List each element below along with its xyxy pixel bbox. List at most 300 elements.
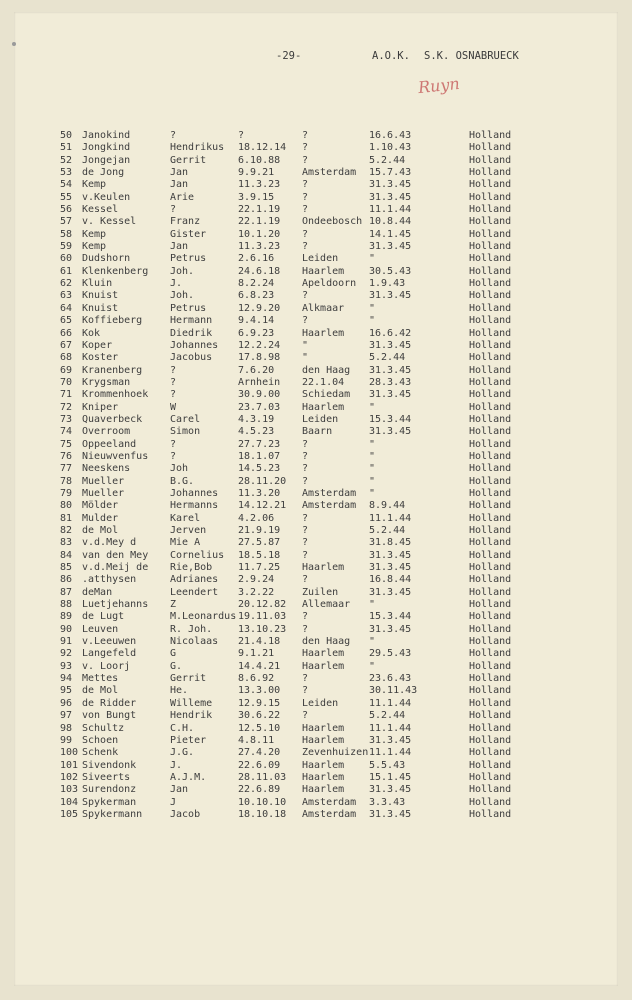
header-camp: S.K. OSNABRUECK [424,50,519,62]
birth-place: Haarlem [302,327,345,339]
nationality: Holland [469,710,512,722]
nationality: Holland [469,290,512,302]
surname: Mueller [82,475,125,487]
given-name: G. [170,660,183,672]
date: 16.6.42 [369,327,412,339]
birth-place: ? [302,525,309,536]
date: 15.7.43 [369,167,412,179]
birth-place: Haarlem [302,660,345,672]
given-name: Jacob [170,808,201,820]
list-row [0,784,632,796]
entry-number: 91 [60,636,73,648]
surname: Sivendonk [82,759,137,771]
given-name: Hendrikus [170,142,225,154]
surname: Schenk [82,747,119,759]
entry-number: 64 [60,302,73,314]
entry-number: 69 [60,364,73,376]
surname: v.Keulen [82,191,131,203]
given-name: G [170,648,177,660]
nationality: Holland [469,648,512,660]
birth-place: Apeldoorn [302,278,357,290]
birth-place: Amsterdam [302,167,357,179]
birth-place: den Haag [302,636,351,648]
date: 31.3.45 [369,426,412,438]
surname: Klenkenberg [82,265,149,277]
birth-place: den Haag [302,364,351,376]
birth-date: 18.1.07 [238,450,281,462]
birth-date: ? [238,130,245,141]
nationality: Holland [469,599,512,611]
given-name: Petrus [170,253,207,265]
date: " [369,302,376,314]
nationality: Holland [469,660,512,672]
list-row [0,599,632,611]
list-row [0,389,632,401]
given-name: Hermann [170,315,213,327]
list-row [0,241,632,253]
given-name: Diedrik [170,327,213,339]
birth-date: 2.9.24 [238,574,275,586]
date: " [369,401,376,413]
nationality: Holland [469,685,512,697]
date: 11.1.44 [369,747,412,759]
birth-place: " [302,339,309,351]
nationality: Holland [469,228,512,240]
surname: Kniper [82,401,119,413]
birth-date: 12.9.15 [238,697,281,709]
list-row [0,636,632,648]
entry-number: 92 [60,648,73,660]
nationality: Holland [469,352,512,364]
surname: Janokind [82,130,131,141]
surname: Mueller [82,487,125,499]
nationality: Holland [469,722,512,734]
entry-number: 94 [60,673,73,685]
birth-date: 4.5.23 [238,426,275,438]
surname: Spykerman [82,796,137,808]
entry-number: 84 [60,549,73,561]
list-row [0,463,632,475]
entry-number: 83 [60,537,73,549]
entry-number: 72 [60,401,73,413]
birth-date: 12.2.24 [238,339,281,351]
surname: Langefeld [82,648,137,660]
list-row [0,179,632,191]
list-row [0,735,632,747]
birth-place: ? [302,537,309,549]
nationality: Holland [469,142,512,154]
given-name: Franz [170,216,201,228]
given-name: Adrianes [170,574,219,586]
date: 1.10.43 [369,142,412,154]
entry-number: 101 [60,759,79,771]
list-row [0,253,632,265]
given-name: A.J.M. [170,771,207,783]
surname: Knuist [82,290,119,302]
nationality: Holland [469,808,512,820]
list-row [0,340,632,352]
nationality: Holland [469,389,512,401]
list-row [0,562,632,574]
entry-number: 63 [60,290,73,302]
list-row [0,537,632,549]
birth-date: 3.9.15 [238,191,275,203]
nationality: Holland [469,216,512,228]
surname: de Mol [82,525,119,536]
birth-place: Ondeebosch [302,216,363,228]
birth-date: 3.2.22 [238,586,275,598]
given-name: Z [170,599,177,611]
given-name: Johannes [170,487,219,499]
nationality: Holland [469,426,512,438]
date: 30.11.43 [369,685,418,697]
birth-date: 2.6.16 [238,253,275,265]
given-name: ? [170,438,177,450]
entry-number: 104 [60,796,79,808]
entry-number: 55 [60,191,73,203]
nationality: Holland [469,154,512,166]
entry-number: 80 [60,500,73,512]
date: " [369,599,376,611]
list-row [0,747,632,759]
given-name: Jacobus [170,352,213,364]
birth-date: 7.6.20 [238,364,275,376]
list-row [0,710,632,722]
birth-place: ? [302,228,309,240]
nationality: Holland [469,586,512,598]
given-name: Petrus [170,302,207,314]
birth-place: Leiden [302,697,339,709]
given-name: Johannes [170,339,219,351]
nationality: Holland [469,673,512,685]
birth-date: 12.5.10 [238,722,281,734]
entry-number: 79 [60,487,73,499]
entry-number: 90 [60,623,73,635]
nationality: Holland [469,771,512,783]
list-row [0,476,632,488]
entry-number: 54 [60,179,73,191]
entry-number: 68 [60,352,73,364]
date: 31.3.45 [369,339,412,351]
nationality: Holland [469,315,512,327]
given-name: Joh. [170,290,195,302]
date: 31.3.45 [369,586,412,598]
nationality: Holland [469,253,512,265]
birth-place: ? [302,179,309,191]
birth-date: 6.10.88 [238,154,281,166]
birth-date: 11.3.20 [238,487,281,499]
nationality: Holland [469,463,512,475]
given-name: Leendert [170,586,219,598]
list-row [0,352,632,364]
birth-place: Zuilen [302,586,339,598]
birth-place: ? [302,450,309,462]
birth-date: 28.11.03 [238,771,287,783]
given-name: ? [170,376,177,388]
date: 31.3.45 [369,241,412,253]
list-row [0,402,632,414]
list-row [0,500,632,512]
nationality: Holland [469,364,512,376]
birth-place: 22.1.04 [302,376,345,388]
nationality: Holland [469,500,512,512]
birth-date: 30.6.22 [238,710,281,722]
nationality: Holland [469,179,512,191]
entry-number: 61 [60,265,73,277]
birth-place: ? [302,463,309,475]
birth-place: Alkmaar [302,302,345,314]
surname: Quaverbeck [82,413,143,425]
nationality: Holland [469,401,512,413]
surname: de Mol [82,685,119,697]
surname: Dudshorn [82,253,131,265]
surname: deMan [82,586,113,598]
date: 15.3.44 [369,611,412,623]
nationality: Holland [469,191,512,203]
birth-date: 20.12.82 [238,599,287,611]
birth-place: ? [302,204,309,216]
birth-date: 9.1.21 [238,648,275,660]
nationality: Holland [469,562,512,574]
given-name: Carel [170,413,201,425]
birth-place: ? [302,241,309,253]
birth-date: 28.11.20 [238,475,287,487]
birth-date: 14.4.21 [238,660,281,672]
nationality: Holland [469,130,512,141]
birth-place: ? [302,673,309,685]
birth-date: 18.10.18 [238,808,287,820]
birth-place: Haarlem [302,562,345,574]
birth-date: 11.3.23 [238,241,281,253]
date: " [369,450,376,462]
given-name: Hendrik [170,710,213,722]
given-name: ? [170,130,177,141]
birth-date: 9.4.14 [238,315,275,327]
given-name: Cornelius [170,549,225,561]
surname: Koffieberg [82,315,143,327]
given-name: Joh [170,463,189,475]
date: 3.3.43 [369,796,406,808]
date: 5.2.44 [369,525,406,536]
birth-date: 18.5.18 [238,549,281,561]
date: 15.3.44 [369,413,412,425]
given-name: W [170,401,177,413]
birth-place: ? [302,438,309,450]
birth-place: ? [302,623,309,635]
given-name: Arie [170,191,195,203]
date: 30.5.43 [369,265,412,277]
entry-number: 100 [60,747,79,759]
date: 31.3.45 [369,784,412,796]
handwritten-annotation: Ruyn [417,73,461,98]
given-name: ? [170,204,177,216]
given-name: Jan [170,179,189,191]
birth-date: 22.1.19 [238,216,281,228]
surname: Siveerts [82,771,131,783]
nationality: Holland [469,167,512,179]
date: 16.8.44 [369,574,412,586]
nationality: Holland [469,278,512,290]
date: 31.3.45 [369,549,412,561]
birth-date: 19.11.03 [238,611,287,623]
entry-number: 50 [60,130,73,141]
nationality: Holland [469,697,512,709]
birth-date: 11.7.25 [238,562,281,574]
list-row [0,303,632,315]
date: 31.3.45 [369,290,412,302]
birth-place: ? [302,290,309,302]
given-name: Jan [170,167,189,179]
birth-place: Baarn [302,426,333,438]
birth-date: 12.9.20 [238,302,281,314]
surname: Kranenberg [82,364,143,376]
birth-date: 22.6.89 [238,784,281,796]
birth-place: Leiden [302,413,339,425]
surname: Kemp [82,179,107,191]
entry-number: 60 [60,253,73,265]
list-row [0,587,632,599]
birth-place: Haarlem [302,784,345,796]
birth-place: Allemaar [302,599,351,611]
given-name: ? [170,450,177,462]
nationality: Holland [469,759,512,771]
list-row [0,648,632,660]
nationality: Holland [469,339,512,351]
birth-date: 21.4.18 [238,636,281,648]
nationality: Holland [469,525,512,536]
entry-number: 95 [60,685,73,697]
given-name: Karel [170,512,201,524]
entry-number: 65 [60,315,73,327]
list-row [0,204,632,216]
surname: Mölder [82,500,119,512]
date: " [369,475,376,487]
surname: de Jong [82,167,125,179]
date: 31.3.45 [369,734,412,746]
entry-number: 56 [60,204,73,216]
given-name: J. [170,759,183,771]
surname: Kemp [82,228,107,240]
nationality: Holland [469,574,512,586]
date: " [369,438,376,450]
list-row [0,167,632,179]
list-row [0,315,632,327]
birth-date: 8.2.24 [238,278,275,290]
entry-number: 85 [60,562,73,574]
birth-date: 14.12.21 [238,500,287,512]
given-name: Gister [170,228,207,240]
birth-place: ? [302,549,309,561]
nationality: Holland [469,302,512,314]
given-name: C.H. [170,722,195,734]
date: 5.2.44 [369,352,406,364]
date: 10.8.44 [369,216,412,228]
birth-place: Zevenhuizen [302,747,369,759]
birth-date: 27.5.87 [238,537,281,549]
prisoner-list [0,130,632,821]
entry-number: 87 [60,586,73,598]
list-row [0,624,632,636]
list-row [0,550,632,562]
list-row [0,760,632,772]
list-row [0,513,632,525]
date: 23.6.43 [369,673,412,685]
birth-date: 22.6.09 [238,759,281,771]
list-row [0,216,632,228]
date: 31.3.45 [369,389,412,401]
list-row [0,698,632,710]
entry-number: 67 [60,339,73,351]
birth-place: Amsterdam [302,796,357,808]
entry-number: 70 [60,376,73,388]
entry-number: 96 [60,697,73,709]
nationality: Holland [469,623,512,635]
birth-date: 27.7.23 [238,438,281,450]
entry-number: 75 [60,438,73,450]
birth-date: 4.2.06 [238,512,275,524]
given-name: J [170,796,177,808]
birth-place: ? [302,574,309,586]
list-row [0,192,632,204]
list-row [0,574,632,586]
surname: van den Mey [82,549,149,561]
date: 31.3.45 [369,191,412,203]
surname: Mettes [82,673,119,685]
given-name: ? [170,389,177,401]
birth-place: Haarlem [302,759,345,771]
list-row [0,328,632,340]
nationality: Holland [469,636,512,648]
entry-number: 66 [60,327,73,339]
entry-number: 99 [60,734,73,746]
surname: v. Loorj [82,660,131,672]
given-name: Mie A [170,537,201,549]
nationality: Holland [469,734,512,746]
birth-place: ? [302,710,309,722]
page-number: -29- [276,50,302,62]
entry-number: 57 [60,216,73,228]
given-name: R. Joh. [170,623,213,635]
date: 29.5.43 [369,648,412,660]
birth-date: 6.9.23 [238,327,275,339]
surname: Overroom [82,426,131,438]
surname: v.d.Mey d [82,537,137,549]
given-name: Willeme [170,697,213,709]
birth-place: Amsterdam [302,487,357,499]
list-row [0,142,632,154]
list-row [0,155,632,167]
nationality: Holland [469,784,512,796]
given-name: Nicolaas [170,636,219,648]
list-row [0,290,632,302]
birth-place: Haarlem [302,265,345,277]
given-name: Gerrit [170,673,207,685]
birth-date: 21.9.19 [238,525,281,536]
given-name: Hermanns [170,500,219,512]
date: 28.3.43 [369,376,412,388]
surname: Krommenhoek [82,389,149,401]
surname: Surendonz [82,784,137,796]
surname: Mulder [82,512,119,524]
given-name: Pieter [170,734,207,746]
entry-number: 81 [60,512,73,524]
nationality: Holland [469,204,512,216]
date: 8.9.44 [369,500,406,512]
given-name: Gerrit [170,154,207,166]
surname: Kessel [82,204,119,216]
birth-date: 6.8.23 [238,290,275,302]
entry-number: 52 [60,154,73,166]
